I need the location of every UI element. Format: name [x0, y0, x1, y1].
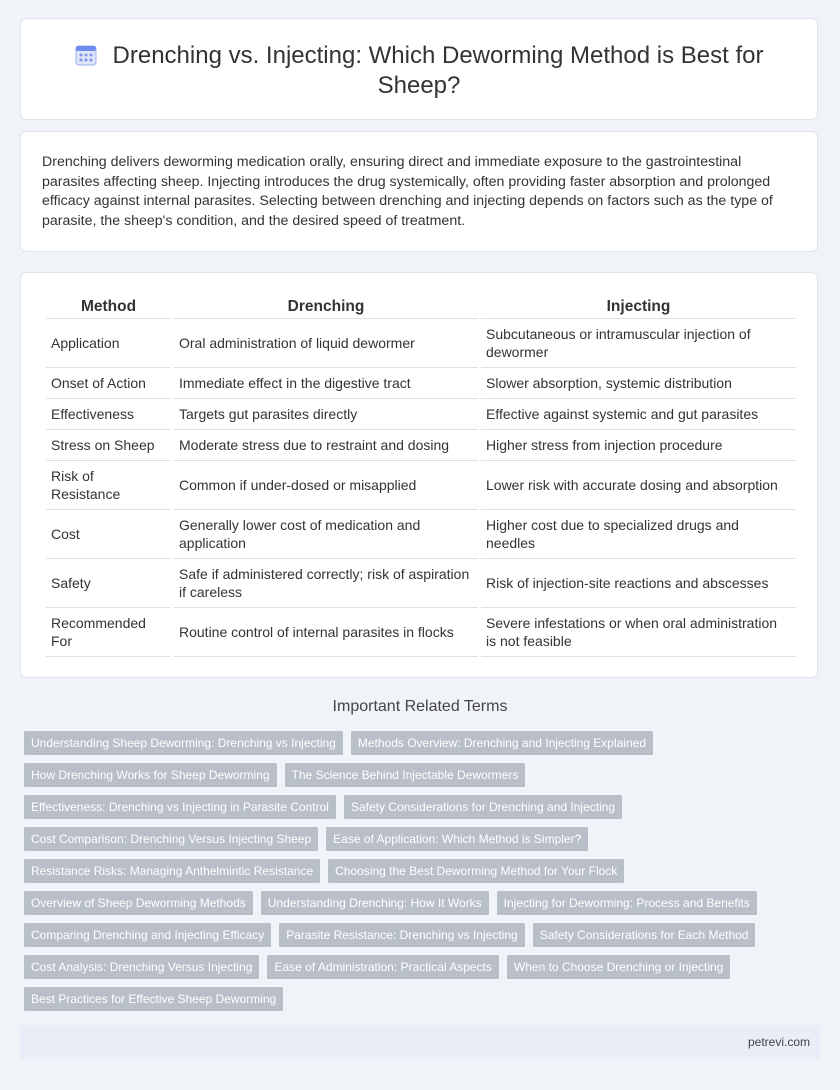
related-term-tag[interactable]: The Science Behind Injectable Dewormers — [285, 763, 526, 787]
table-cell: Risk of Resistance — [46, 461, 171, 510]
table-cell: Risk of injection-site reactions and abscesses — [481, 559, 796, 608]
related-term-tag[interactable]: Comparing Drenching and Injecting Efficacy — [24, 923, 271, 947]
calendar-icon — [75, 44, 97, 66]
header-card — [20, 18, 818, 120]
page-title-text: Drenching vs. Injecting: Which Deworming Method is Best for Sheep? — [112, 42, 764, 99]
related-term-tag[interactable]: Safety Considerations for Drenching and Injecting — [344, 795, 622, 819]
related-term-tag[interactable]: How Drenching Works for Sheep Deworming — [24, 763, 277, 787]
column-header-drenching: Drenching — [174, 293, 478, 319]
footer — [20, 1025, 820, 1059]
table-row — [46, 319, 796, 368]
table-cell: Oral administration of liquid dewormer — [174, 319, 478, 368]
table-cell: Severe infestations or when oral administration is not feasible — [481, 608, 796, 657]
comparison-table — [43, 293, 799, 657]
table-header-row — [46, 293, 796, 319]
table-cell: Application — [46, 319, 171, 368]
table-cell: Recommended For — [46, 608, 171, 657]
related-term-tag[interactable]: Parasite Resistance: Drenching vs Injecting — [279, 923, 524, 947]
table-cell: Targets gut parasites directly — [174, 399, 478, 430]
table-cell: Lower risk with accurate dosing and absorption — [481, 461, 796, 510]
table-cell: Generally lower cost of medication and application — [174, 510, 478, 559]
table-cell: Higher cost due to specialized drugs and needles — [481, 510, 796, 559]
related-terms-title: Important Related Terms — [332, 698, 508, 715]
table-cell: Moderate stress due to restraint and dosing — [174, 430, 478, 461]
related-terms-list — [24, 731, 804, 1019]
related-term-tag[interactable]: Injecting for Deworming: Process and Benefits — [497, 891, 757, 915]
table-cell: Safe if administered correctly; risk of aspiration if careless — [174, 559, 478, 608]
related-term-tag[interactable]: Methods Overview: Drenching and Injecting Explained — [351, 731, 653, 755]
intro-card — [20, 131, 818, 252]
related-term-tag[interactable]: Best Practices for Effective Sheep Deworming — [24, 987, 283, 1011]
related-term-tag[interactable]: Cost Comparison: Drenching Versus Injecting Sheep — [24, 827, 318, 851]
table-cell: Effectiveness — [46, 399, 171, 430]
page-title — [61, 41, 777, 101]
related-term-tag[interactable]: When to Choose Drenching or Injecting — [507, 955, 730, 979]
footer-site-link[interactable]: petrevi.com — [747, 1035, 810, 1049]
column-header-injecting: Injecting — [481, 293, 796, 319]
table-cell: Immediate effect in the digestive tract — [174, 368, 478, 399]
table-row — [46, 430, 796, 461]
related-term-tag[interactable]: Overview of Sheep Deworming Methods — [24, 891, 253, 915]
column-header-method: Method — [46, 293, 171, 319]
table-cell: Slower absorption, systemic distribution — [481, 368, 796, 399]
table-cell: Subcutaneous or intramuscular injection of dewormer — [481, 319, 796, 368]
related-term-tag[interactable]: Safety Considerations for Each Method — [533, 923, 756, 947]
table-cell: Effective against systemic and gut parasites — [481, 399, 796, 430]
intro-text: Drenching delivers deworming medication orally, ensuring direct and immediate exposure to the gastrointestinal parasites affecting sheep. Injecting introduces the drug systemically, often providing faster absorption and prolonged efficacy against internal parasites. Selecting between drenching and injecting depends on factors such as the type of parasite, the sheep's condition, and the desired speed of treatment. — [42, 154, 773, 229]
table-cell: Higher stress from injection procedure — [481, 430, 796, 461]
table-cell: Safety — [46, 559, 171, 608]
table-row — [46, 368, 796, 399]
table-row — [46, 399, 796, 430]
table-cell: Cost — [46, 510, 171, 559]
table-row — [46, 510, 796, 559]
table-cell: Onset of Action — [46, 368, 171, 399]
related-term-tag[interactable]: Cost Analysis: Drenching Versus Injecting — [24, 955, 259, 979]
related-term-tag[interactable]: Ease of Application: Which Method is Simpler? — [326, 827, 588, 851]
related-term-tag[interactable]: Resistance Risks: Managing Anthelmintic Resistance — [24, 859, 320, 883]
related-term-tag[interactable]: Ease of Administration: Practical Aspects — [267, 955, 498, 979]
related-term-tag[interactable]: Choosing the Best Deworming Method for Your Flock — [328, 859, 624, 883]
table-row — [46, 559, 796, 608]
table-row — [46, 461, 796, 510]
table-cell: Routine control of internal parasites in flocks — [174, 608, 478, 657]
related-term-tag[interactable]: Effectiveness: Drenching vs Injecting in Parasite Control — [24, 795, 336, 819]
table-cell: Stress on Sheep — [46, 430, 171, 461]
related-term-tag[interactable]: Understanding Drenching: How It Works — [261, 891, 489, 915]
comparison-table-card — [20, 272, 818, 678]
table-cell: Common if under-dosed or misapplied — [174, 461, 478, 510]
related-term-tag[interactable]: Understanding Sheep Deworming: Drenching vs Injecting — [24, 731, 343, 755]
table-row — [46, 608, 796, 657]
